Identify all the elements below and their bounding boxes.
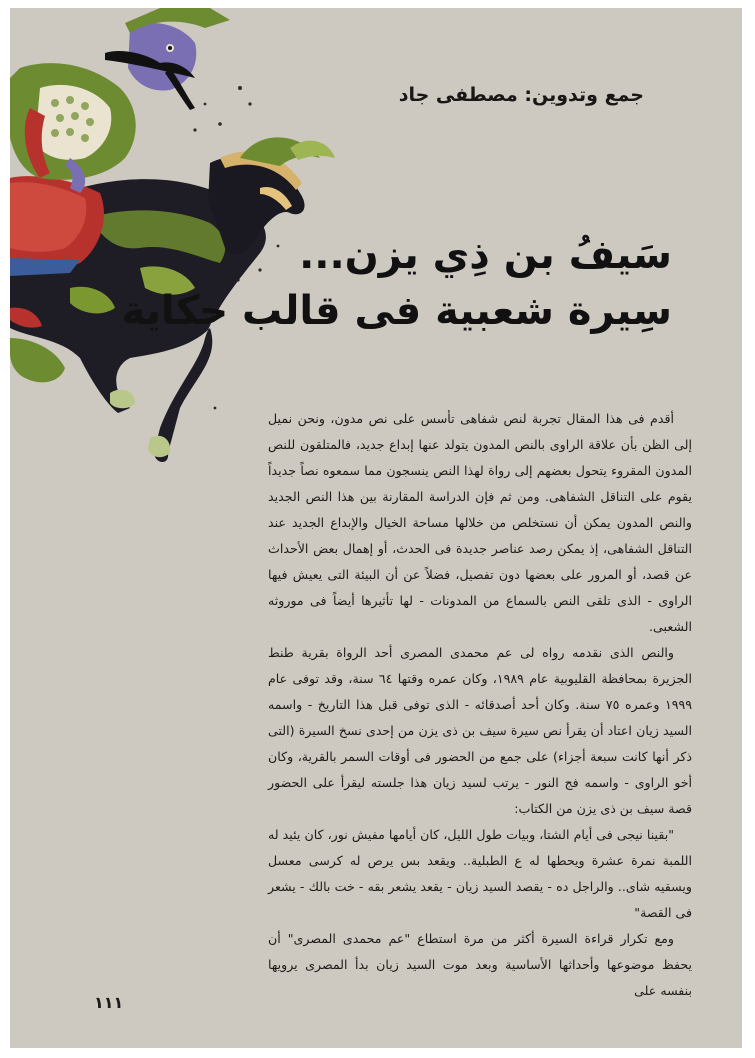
title-line-1: سَيفُ بن ذِي يزن... <box>299 232 672 278</box>
page-number: ١١١ <box>94 993 124 1012</box>
magazine-page <box>10 8 742 1048</box>
body-paragraph: ومع تكرار قراءة السيرة أكثر من مرة استطاع "عم محمدى المصرى" أن يحفظ موضوعها وأحداثها الأساسية وبعد موت السيد زيان بدأ المصرى يرويها بنفسه على <box>268 931 692 998</box>
article-title <box>121 230 672 336</box>
body-paragraph: والنص الذى نقدمه رواه لى عم محمدى المصرى أحد الرواة بقرية طنط الجزيرة بمحافظة القليوبية عام ١٩٨٩، وكان عمره وقتها ٦٤ سنة، وقد توفى عام ١٩٩٩ وعمره ٧٥ سنة. وكان أحد أصدقائه - الذى توفى قبل هذا التاريخ - واسمه السيد زيان اعتاد أن يقرأ نص سيرة سيف بن ذى يزن من إحدى نسخ السيرة (التى ذكر أنها كانت سبعة أجزاء) على جمع من الحضور فى أوقات السمر بالقرية، وكان أخو الراوى - واسمه فج النور - يرتب لسيد زيان هذا جلسته ليقرأ على الحضور قصة سيف بن ذى يزن من الكتاب: <box>268 645 692 816</box>
author-byline: جمع وتدوين: مصطفى جاد <box>398 84 644 106</box>
body-paragraph: أقدم فى هذا المقال تجربة لنص شفاهى تأسس على نص مدون، ونحن نميل إلى الظن بأن علاقة الراوى بالنص المدون يتولد عنها إبداع جديد، فالمتلقون للنص المدون المقروء يتحول بعضهم إلى رواة لهذا النص ينسجون مما سمعوه نصاً جديداً يقوم على التناقل الشفاهى. ومن ثم فإن الدراسة المقارنة بين هذا النص الجديد والنص المدون يمكن أن نستخلص من خلالها مساحة الخيال والإبداع الجديد عند التناقل الشفاهى، إذ يمكن رصد عناصر جديدة فى الحدث، أو إهمال بعض الأحداث عن قصد، أو المرور على بعضها دون تفصيل، فضلاً عن أن البيئة التى يعيش فيها الراوى - الذى تلقى النص بالسماع من المدونات - لها تأثيرها أيضاً فى موروثه الشعبى. <box>268 411 692 634</box>
title-line-2: سِيرة شعبية فى قالب حكاية <box>121 288 672 334</box>
article-body <box>268 406 692 1004</box>
body-paragraph: "بقينا نيجى فى أيام الشتا، وبيات طول الليل، كان أيامها مفيش نور، كان يئيد له اللمبة نمرة عشرة ويحطها له ع الطبلية.. ويقعد بس يرص له كرسى معسل ويسقيه شاى.. والراجل ده - يقصد السيد زيان - يقعد يشعر بقه - خت بالك - يشعر فى القصة" <box>268 827 692 920</box>
